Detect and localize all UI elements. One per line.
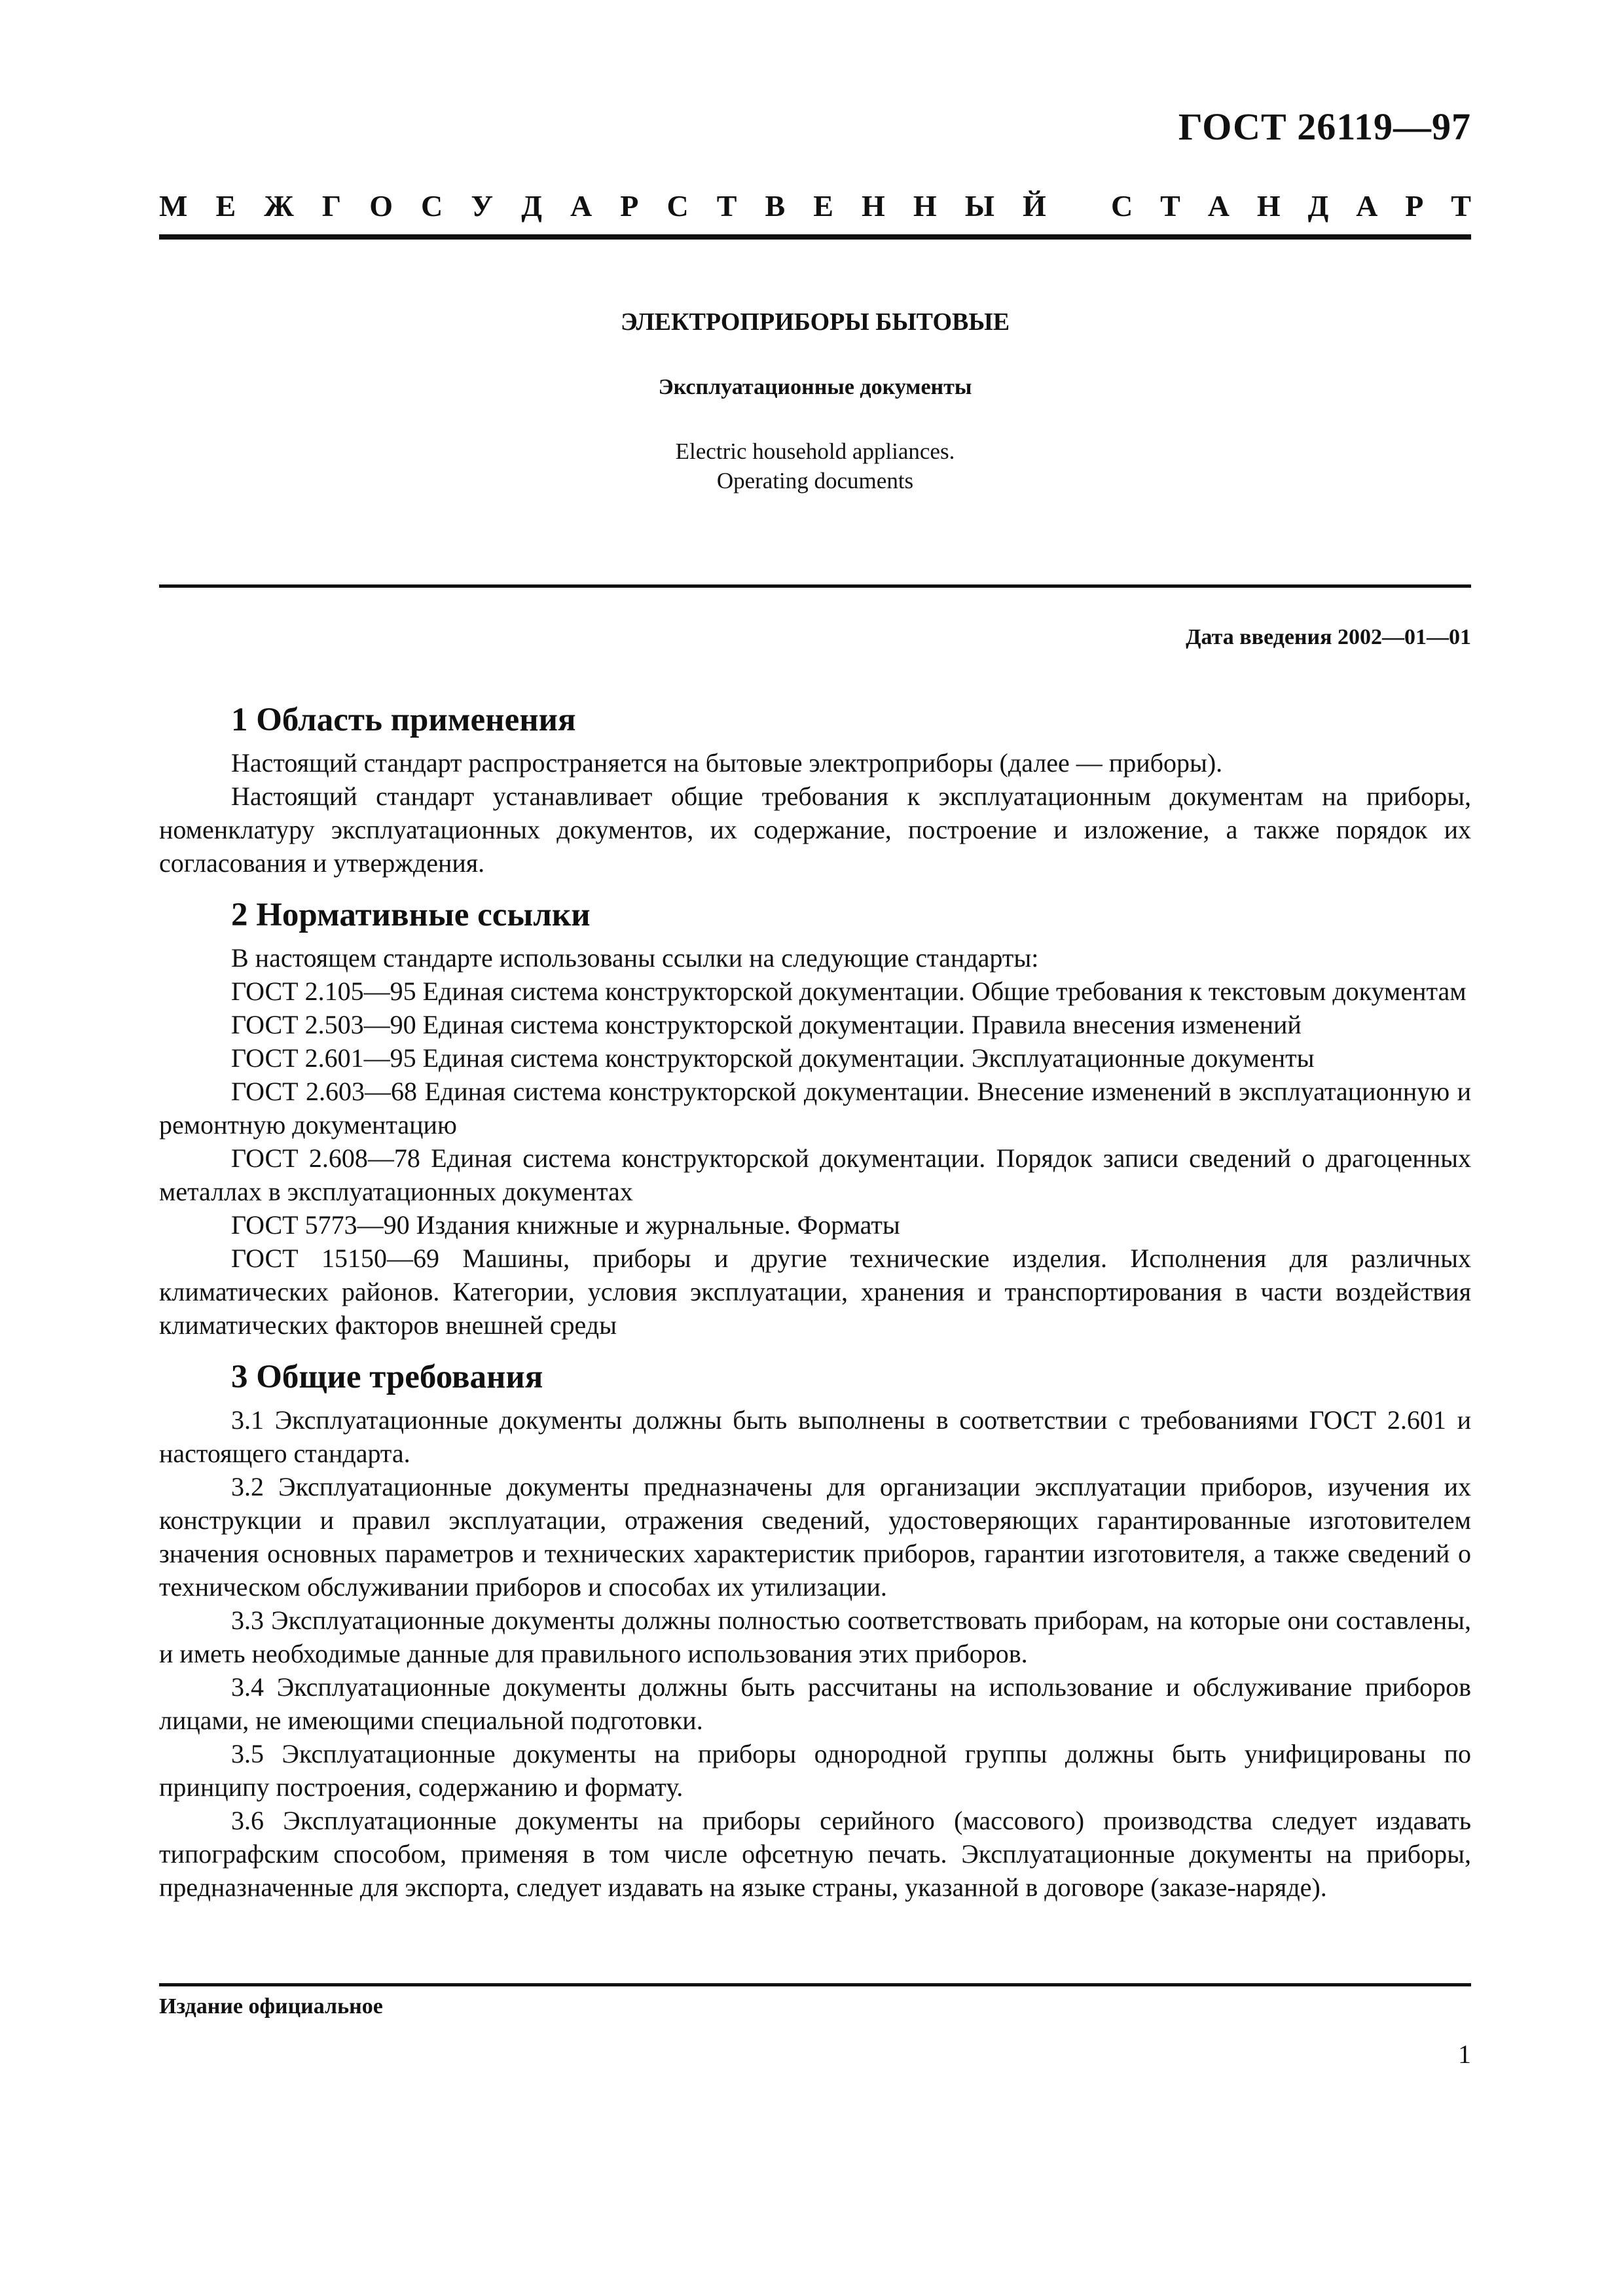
section-heading: 3 Общие требования: [231, 1359, 543, 1395]
banner-letter: Т: [1160, 189, 1180, 223]
clause: 3.4 Эксплуатационные документы должны быть рассчитаны на использование и обслуживание приборов лицами, не имеющими специальной подготовки.: [159, 1672, 1471, 1735]
banner-letter: Д: [521, 189, 542, 223]
section-normative-references: [159, 889, 1471, 1342]
clause: 3.1 Эксплуатационные документы должны быть выполнены в соответствии с требованиями ГОСТ 2.601 и настоящего стандарта.: [159, 1405, 1471, 1468]
banner-letter: О: [369, 189, 393, 223]
official-edition-label: Издание официальное: [159, 1994, 383, 2018]
interstate-standard-banner: [159, 188, 1471, 223]
banner-letter: В: [765, 189, 786, 223]
title-divider: [159, 584, 1471, 588]
banner-letter: Е: [215, 189, 236, 223]
banner-word-standard: [1111, 188, 1471, 223]
banner-letter: Р: [1405, 189, 1424, 223]
english-title-line: Electric household appliances.: [675, 439, 955, 464]
section-heading: 1 Область применения: [231, 702, 576, 738]
introduction-date: Дата введения 2002—01—01: [1186, 625, 1471, 649]
banner-letter: Р: [620, 189, 639, 223]
reference-item: ГОСТ 2.601—95 Единая система конструкторской документации. Эксплуатационные документы: [231, 1043, 1315, 1073]
reference-item: ГОСТ 5773—90 Издания книжные и журнальные. Форматы: [231, 1210, 900, 1240]
paragraph: Настоящий стандарт устанавливает общие требования к эксплуатационным документам на приборы, номенклатуру эксплуатационных документов, их содержание, построение и изложение, а также порядок их согласования и утверждения.: [159, 781, 1471, 878]
banner-letter: У: [471, 189, 494, 223]
reference-item: ГОСТ 2.105—95 Единая система конструкторской документации. Общие требования к текстовым документам: [231, 977, 1467, 1006]
banner-letter: А: [1207, 189, 1230, 223]
page-number: 1: [1458, 2039, 1471, 2069]
document-subtitle: Эксплуатационные документы: [658, 375, 972, 399]
clause: 3.3 Эксплуатационные документы должны полностью соответствовать приборам, на которые они составлены, и иметь необходимые данные для правильного использования этих приборов.: [159, 1605, 1471, 1668]
reference-item: ГОСТ 15150—69 Машины, приборы и другие технические изделия. Исполнения для различных климатических районов. Категории, условия эксплуатации, хранения и транспортирования в части воздействия климатических факторов внешней среды: [159, 1244, 1471, 1340]
section-heading: 2 Нормативные ссылки: [231, 897, 591, 933]
banner-letter: С: [666, 189, 689, 223]
banner-letter: М: [159, 189, 188, 223]
banner-letter: Н: [1256, 189, 1281, 223]
reference-item: ГОСТ 2.608—78 Единая система конструкторской документации. Порядок записи сведений о драгоценных металлах в эксплуатационных документах: [159, 1143, 1471, 1206]
banner-letter: Т: [716, 189, 737, 223]
clause: 3.5 Эксплуатационные документы на приборы однородной группы должны быть унифицированы по принципу построения, содержанию и формату.: [159, 1739, 1471, 1802]
document-body: [159, 694, 1471, 1904]
section-general-requirements: [159, 1351, 1471, 1904]
section-scope: [159, 694, 1471, 880]
banner-letter: Ж: [264, 189, 294, 223]
banner-letter: Й: [1023, 189, 1046, 223]
footer-divider: [159, 1983, 1471, 1986]
header-divider: [159, 234, 1471, 240]
reference-item: ГОСТ 2.603—68 Единая система конструкторской документации. Внесение изменений в эксплуатационную и ремонтную документацию: [159, 1077, 1471, 1139]
banner-letter: Н: [862, 189, 885, 223]
banner-letter: А: [570, 189, 593, 223]
clause: 3.6 Эксплуатационные документы на приборы серийного (массового) производства следует издавать типографским способом, применяя в том числе офсетную печать. Эксплуатационные документы на приборы, предназначенные для экспорта, следует издавать на языке страны, указанной в договоре (заказе-наряде).: [159, 1806, 1471, 1902]
banner-letter: Н: [913, 189, 937, 223]
banner-word-interstate: [159, 188, 1046, 223]
document-number: ГОСТ 26119—97: [1178, 105, 1471, 148]
banner-letter: Т: [1451, 189, 1471, 223]
english-title-line: Operating documents: [716, 468, 914, 493]
english-title: [159, 437, 1471, 495]
banner-letter: Ы: [964, 189, 994, 223]
banner-letter: С: [1111, 189, 1133, 223]
document-title: ЭЛЕКТРОПРИБОРЫ БЫТОВЫЕ: [620, 308, 1010, 336]
banner-letter: Д: [1307, 189, 1329, 223]
reference-item: ГОСТ 2.503—90 Единая система конструкторской документации. Правила внесения изменений: [231, 1010, 1302, 1039]
clause: 3.2 Эксплуатационные документы предназначены для организации эксплуатации приборов, изучения их конструкции и правил эксплуатации, отражения сведений, удостоверяющих гарантированные изготовителем значения основных параметров и технических характеристик приборов, гарантии изготовителя, а также сведений о техническом обслуживании приборов и способах их утилизации.: [159, 1472, 1471, 1602]
banner-letter: Г: [321, 189, 342, 223]
paragraph: В настоящем стандарте использованы ссылки на следующие стандарты:: [231, 943, 1039, 973]
banner-letter: Е: [813, 189, 833, 223]
banner-letter: А: [1356, 189, 1378, 223]
paragraph: Настоящий стандарт распространяется на бытовые электроприборы (далее — приборы).: [231, 748, 1223, 778]
banner-letter: С: [421, 189, 443, 223]
